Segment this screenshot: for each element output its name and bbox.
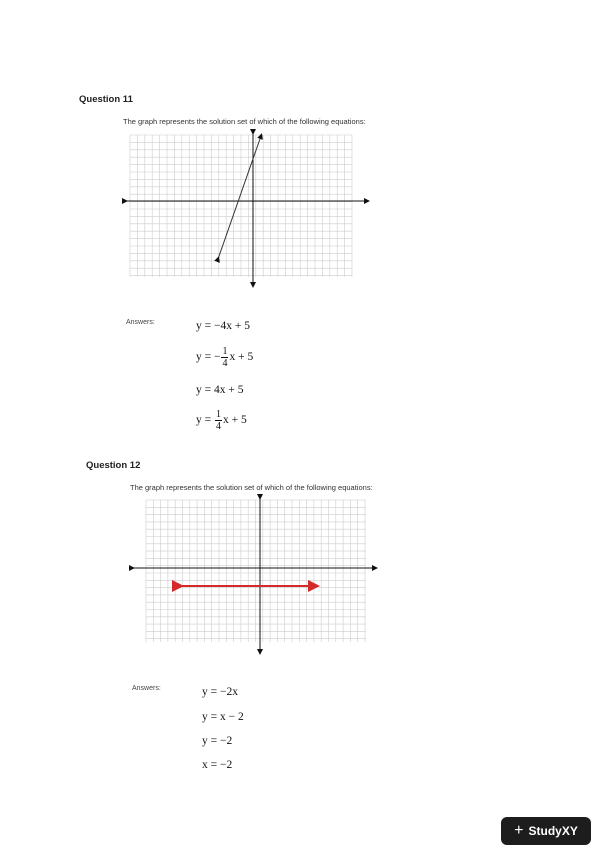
answer-d-lhs: y = [196, 414, 214, 427]
answer-b-lhs: y = − [196, 351, 221, 364]
question-11-grid [130, 135, 352, 277]
question-11-graph [120, 125, 380, 295]
question-12-answers-label: Answers: [132, 685, 161, 692]
plus-icon: + [514, 822, 524, 839]
answer-a-rhs: −4x + 5 [214, 320, 250, 332]
question-11-solution-line [218, 136, 261, 259]
answer-c-rhs: 4x + 5 [214, 384, 244, 396]
brand-text: StudyXY [528, 824, 578, 838]
studyxy-logo-badge[interactable] [501, 817, 591, 845]
question-12-answer-c[interactable]: y = −2 [202, 735, 233, 747]
question-11-answer-b[interactable] [196, 346, 253, 369]
question-12-answer-d[interactable]: x = −2 [202, 759, 233, 771]
answer-b-fraction: $\frac{1}{4}$ [222, 346, 228, 369]
question-12-graph [128, 492, 388, 657]
question-11-title: Question 11 [79, 94, 133, 105]
question-12-grid [146, 500, 366, 642]
question-12-prompt: The graph represents the solution set of which of the following equations: [130, 483, 373, 492]
question-12-title: Question 12 [86, 460, 141, 471]
answer-c-lhs: y = [196, 384, 214, 396]
answer-d-rhs: x + 5 [223, 414, 247, 427]
question-12-answer-a[interactable]: y = −2x [202, 686, 238, 698]
question-11-prompt: The graph represents the solution set of which of the following equations: [123, 117, 366, 126]
question-11-answers-label: Answers: [126, 319, 155, 326]
question-12-answer-b[interactable]: y = x − 2 [202, 711, 244, 723]
answer-b-rhs: x + 5 [229, 351, 254, 364]
question-11-answer-d[interactable] [196, 409, 247, 432]
answer-a-lhs: y = [196, 320, 214, 332]
question-11-answer-c[interactable] [196, 384, 244, 396]
question-11-answer-a[interactable] [196, 320, 250, 332]
answer-d-fraction: $\frac{1}{4}$ [216, 409, 221, 432]
